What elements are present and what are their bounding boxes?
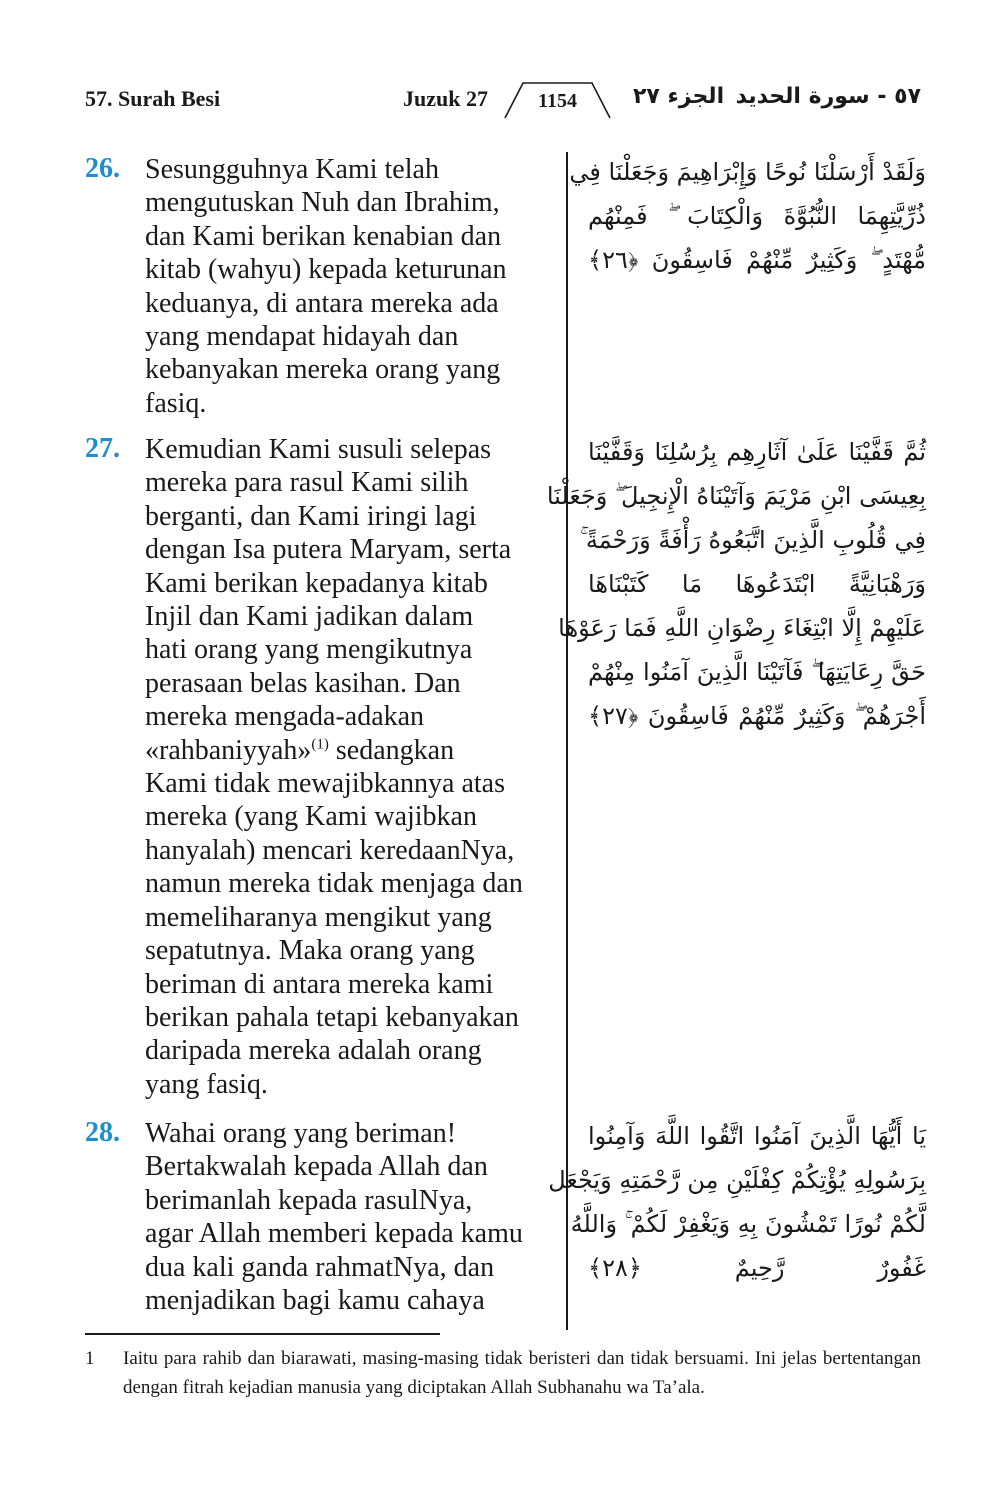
translation-line: menjadikan bagi kamu cahaya: [145, 1285, 485, 1317]
translation-line: mereka mengada-adakan: [145, 701, 425, 733]
verse-translation: [145, 1117, 560, 1317]
translation-line: mengutuskan Nuh dan Ibrahim,: [145, 187, 500, 219]
verse-26-arabic: [569, 150, 926, 282]
translation-line: Kemudian Kami susuli selepas: [145, 434, 492, 465]
translation-line: agar Allah memberi kepada kamu: [145, 1218, 523, 1250]
page-number-tab: [505, 80, 610, 118]
arabic-line: وَلَقَدْ أَرْسَلْنَا نُوحًا وَإِبْرَاهِيمَ وَجَعَلْنَا فِي: [569, 158, 926, 186]
arabic-line: مُّهْتَدٍ ۖ وَكَثِيرٌ مِّنْهُمْ فَاسِقُونَ ﴿٢٦﴾: [588, 246, 926, 274]
translation-line: hati orang yang mengikutnya: [145, 634, 473, 666]
translation-line: mereka para rasul Kami silih: [145, 467, 469, 499]
arabic-line: ثُمَّ قَفَّيْنَا عَلَىٰ آثَارِهِم بِرُسُلِنَا وَقَفَّيْنَا: [588, 438, 926, 466]
verse-translation: [145, 433, 560, 1101]
footnote-number: 1: [85, 1348, 95, 1369]
translation-line: daripada mereka adalah orang: [145, 1035, 482, 1067]
arabic-line: يَا أَيُّهَا الَّذِينَ آمَنُوا اتَّقُوا اللَّهَ وَآمِنُوا: [588, 1122, 926, 1150]
translation-line: dua kali ganda rahmatNya, dan: [145, 1251, 495, 1283]
translation-line: Bertakwalah kepada Allah dan: [145, 1151, 488, 1183]
translation-line-footnoted: [145, 734, 560, 767]
rahbaniyyah-term: «rahbaniyyah»: [145, 734, 312, 766]
translation-line: namun mereka tidak menjaga dan: [145, 868, 523, 900]
translation-line: hanyalah) mencari keredaanNya,: [145, 834, 515, 866]
arabic-line: لَّكُمْ نُورًا تَمْشُونَ بِهِ وَيَغْفِرْ لَكُمْ ۚ وَاللَّهُ: [570, 1210, 926, 1238]
translation-line: yang mendapat hidayah dan: [145, 321, 459, 353]
translation-line: Kami tidak mewajibkannya atas: [145, 768, 505, 800]
verse-translation: [145, 153, 560, 420]
translation-line: beriman di antara mereka kami: [145, 968, 494, 1000]
arabic-line: غَفُورٌ رَّحِيمٌ ﴿٢٨﴾: [588, 1254, 926, 1282]
translation-line: berikan pahala tetapi kebanyakan: [145, 1001, 519, 1033]
page-number: 1154: [538, 90, 577, 112]
arabic-line: فِي قُلُوبِ الَّذِينَ اتَّبَعُوهُ رَأْفَةً وَرَحْمَةً ۚ: [579, 526, 926, 554]
translation-line: Wahai orang yang beriman!: [145, 1118, 457, 1149]
footnote-text: Iaitu para rahib dan biarawati, masing-masing tidak beristeri dan tidak bersuami. Ini jelas bertentangan dengan fitrah kejadian manusia yang diciptakan Allah Subhanahu wa Ta’ala.: [123, 1348, 921, 1398]
surah-title-latin: 57. Surah Besi: [85, 86, 221, 111]
arabic-line: بِعِيسَى ابْنِ مَرْيَمَ وَآتَيْنَاهُ الْإِنجِيلَ ۖ وَجَعَلْنَا: [546, 482, 926, 510]
footnote-rule: [85, 1333, 440, 1335]
translation-line: yang fasiq.: [145, 1068, 268, 1100]
translation-line: perasaan belas kasihan. Dan: [145, 667, 461, 699]
translation-line: Injil dan Kami jadikan dalam: [145, 601, 474, 633]
column-divider: [566, 152, 568, 1330]
translation-line: keduanya, di antara mereka ada: [145, 287, 499, 319]
translation-line: Sesungguhnya Kami telah: [145, 154, 439, 185]
arabic-line: أَجْرَهُمْ ۖ وَكَثِيرٌ مِّنْهُمْ فَاسِقُونَ ﴿٢٧﴾: [588, 702, 926, 730]
translation-fragment: sedangkan: [328, 734, 455, 766]
translation-line: kebanyakan mereka orang yang: [145, 354, 501, 386]
translation-line: Kami berikan kepadanya kitab: [145, 567, 488, 599]
arabic-line: ذُرِّيَّتِهِمَا النُّبُوَّةَ وَالْكِتَابَ ۖ فَمِنْهُم: [588, 202, 926, 230]
page-header: [85, 80, 921, 120]
juz-label-latin: Juzuk 27: [403, 86, 488, 111]
translation-line: berimanlah kepada rasulNya,: [145, 1184, 473, 1216]
surah-title-arabic: ٥٧ - سورة الحديد: [735, 84, 921, 109]
translation-line: dan Kami berikan kenabian dan: [145, 220, 502, 252]
arabic-line: عَلَيْهِمْ إِلَّا ابْتِغَاءَ رِضْوَانِ اللَّهِ فَمَا رَعَوْهَا: [558, 614, 926, 642]
verse-27-arabic: [546, 430, 926, 738]
translation-line: kitab (wahyu) kepada keturunan: [145, 254, 507, 286]
translation-line: dengan Isa putera Maryam, serta: [145, 534, 512, 566]
footnote-reference[interactable]: (1): [311, 736, 329, 753]
translation-line: berganti, dan Kami iringi lagi: [145, 500, 477, 532]
translation-line: sepatutnya. Maka orang yang: [145, 935, 475, 967]
translation-line: memeliharanya mengikut yang: [145, 901, 492, 933]
translation-line: fasiq.: [145, 387, 207, 419]
verse-number: 28.: [85, 1117, 120, 1148]
translation-line: mereka (yang Kami wajibkan: [145, 801, 477, 833]
verse-number: 26.: [85, 153, 120, 184]
verse-number: 27.: [85, 433, 120, 464]
arabic-line: بِرَسُولِهِ يُؤْتِكُمْ كِفْلَيْنِ مِن رَّحْمَتِهِ وَيَجْعَل: [548, 1166, 926, 1194]
arabic-line: حَقَّ رِعَايَتِهَا ۖ فَآتَيْنَا الَّذِينَ آمَنُوا مِنْهُمْ: [588, 658, 926, 686]
arabic-line: وَرَهْبَانِيَّةً ابْتَدَعُوهَا مَا كَتَبْنَاهَا: [588, 570, 926, 598]
juz-label-arabic: الجزء ٢٧: [633, 84, 725, 109]
verse-28-arabic: [548, 1114, 926, 1290]
